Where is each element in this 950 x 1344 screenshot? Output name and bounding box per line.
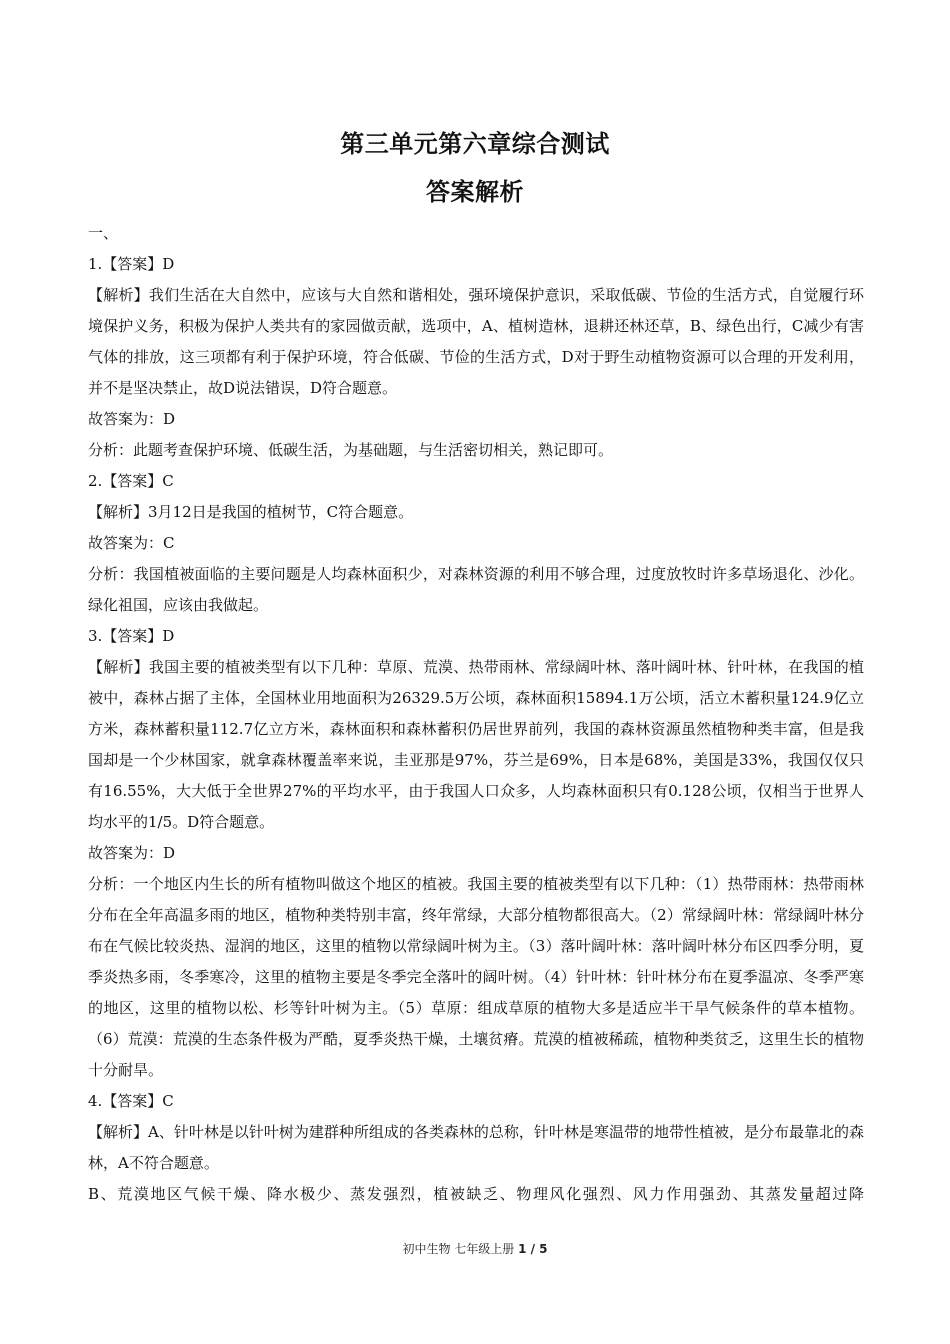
footer-text: 初中生物 七年级上册	[402, 1242, 519, 1256]
analysis-4: 【解析】A、针叶林是以针叶树为建群种所组成的各类森林的总称，针叶林是寒温带的地带性植被，是分布最靠北的森林，A不符合题意。	[88, 1123, 864, 1172]
answer-content	[88, 218, 864, 1210]
analysis-2: 【解析】3月12日是我国的植树节，C符合题意。	[88, 503, 414, 521]
answer-line-2: 2.【答案】C	[88, 472, 174, 490]
page-title: 第三单元第六章综合测试	[340, 130, 610, 158]
note-2: 分析：我国植被面临的主要问题是人均森林面积少，对森林资源的利用不够合理，过度放牧时许多草场退化、沙化。绿化祖国，应该由我做起。	[88, 565, 864, 614]
answer-line-1: 1.【答案】D	[88, 255, 175, 273]
note-1: 分析：此题考查保护环境、低碳生活，为基础题，与生活密切相关，熟记即可。	[88, 441, 614, 459]
analysis-1: 【解析】我们生活在大自然中，应该与大自然和谐相处，强环境保护意识，采取低碳、节俭的生活方式，自觉履行环境保护义务，积极为保护人类共有的家园做贡献，选项中，A、植树造林，退耕还林还草，B、绿色出行，C减少有害气体的排放，这三项都有利于保护环境，符合低碳、节俭的生活方式，D对于野生动植物资源可以合理的开发利用，并不是坚决禁止，故D说法错误，D符合题意。	[88, 286, 864, 397]
answer-line-3: 3.【答案】D	[88, 627, 175, 645]
note-3: 分析：一个地区内生长的所有植物叫做这个地区的植被。我国主要的植被类型有以下几种：（1）热带雨林：热带雨林分布在全年高温多雨的地区，植物种类特别丰富，终年常绿，大部分植物都很高大。（2）常绿阔叶林：常绿阔叶林分布在气候比较炎热、湿润的地区，这里的植物以常绿阔叶树为主。（3）落叶阔叶林：落叶阔叶林分布区四季分明，夏季炎热多雨，冬季寒冷，这里的植物主要是冬季完全落叶的阔叶树。（4）针叶林：针叶林分布在夏季温凉、冬季严寒的地区，这里的植物以松、杉等针叶树为主。（5）草原：组成草原的植物大多是适应半干旱气候条件的草本植物。（6）荒漠：荒漠的生态条件极为严酷，夏季炎热干燥，土壤贫瘠。荒漠的植被稀疏，植物种类贫乏，这里生长的植物十分耐旱。	[88, 875, 864, 1079]
analysis-4-option-b: B、荒漠地区气候干燥、降水极少、蒸发强烈，植被缺乏、物理风化强烈、风力作用强劲、其蒸发量超过降	[88, 1185, 864, 1203]
section-heading: 一、	[88, 224, 119, 242]
page-footer	[0, 1240, 950, 1257]
conclusion-1: 故答案为：D	[88, 410, 176, 428]
analysis-3: 【解析】我国主要的植被类型有以下几种：草原、荒漠、热带雨林、常绿阔叶林、落叶阔叶林、针叶林，在我国的植被中，森林占据了主体，全国林业用地面积为26329.5万公顷，森林面积15894.1万公顷，活立木蓄积量124.9亿立方米，森林蓄积量112.7亿立方米，森林面积和森林蓄积仍居世界前列，我国的森林资源虽然植物种类丰富，但是我国却是一个少林国家，就拿森林覆盖率来说，圭亚那是97%，芬兰是69%，日本是68%，美国是33%，我国仅仅只有16.55%，大大低于全世界27%的平均水平，由于我国人口众多，人均森林面积只有0.128公顷，仅相当于世界人均水平的1/5。D符合题意。	[88, 658, 864, 831]
conclusion-2: 故答案为：C	[88, 534, 175, 552]
page-subtitle: 答案解析	[426, 178, 524, 206]
answer-line-4: 4.【答案】C	[88, 1092, 174, 1110]
page-number: 1 / 5	[518, 1242, 548, 1256]
conclusion-3: 故答案为：D	[88, 844, 176, 862]
